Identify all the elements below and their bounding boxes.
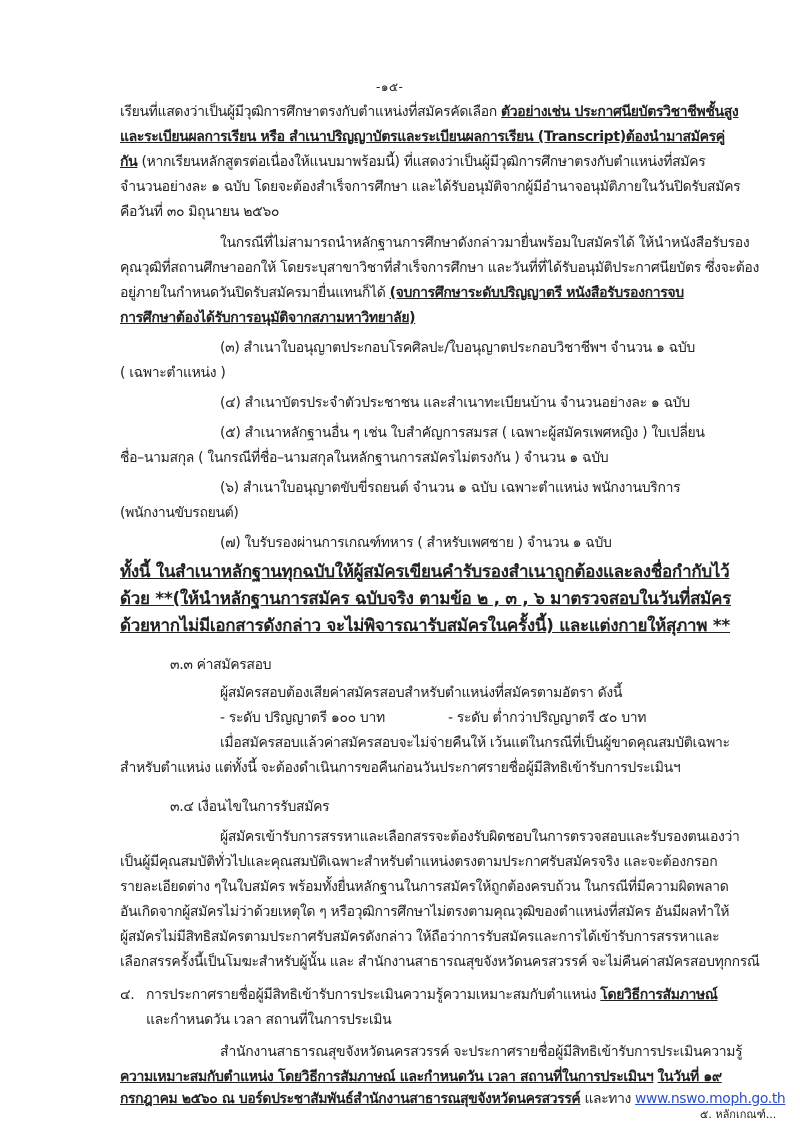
paragraph-line: เรียนที่แสดงว่าเป็นผู้มีวุฒิการศึกษาตรงกับตำแหน่งที่สมัครคัดเลือก ตัวอย่างเช่น ประกาศนียบัตรวิชาชีพชั้นสูง <box>120 104 739 120</box>
paragraph-line: จำนวนอย่างละ ๑ ฉบับ โดยจะต้องสำเร็จการศึกษา และได้รับอนุมัติจากผู้มีอำนาจอนุมัติภายในวันปิดรับสมัคร <box>120 179 741 195</box>
list-item: (๓) สำเนาใบอนุญาตประกอบโรคศิลปะ/ใบอนุญาตประกอบวิชาชีพฯ จำนวน ๑ ฉบับ <box>220 340 695 356</box>
list-item: (๔) สำเนาบัตรประจำตัวประชาชน และสำเนาทะเบียนบ้าน จำนวนอย่างละ ๑ ฉบับ <box>220 395 690 411</box>
paragraph-line: อันเกิดจากผู้สมัครไม่ว่าด้วยเหตุใด ๆ หรือวุฒิการศึกษาไม่ตรงตามคุณวุฒิของตำแหน่งที่สมัคร อันมีผลทำให้ <box>120 904 730 920</box>
bold-notice-line: ด้วยหากไม่มีเอกสารดังกล่าว จะไม่พิจารณารับสมัครในครั้งนี้) และแต่งกายให้สุภาพ ** <box>120 616 730 636</box>
paragraph-line: สำหรับตำแหน่ง แต่ทั้งนี้ จะต้องดำเนินการขอคืนก่อนวันประกาศรายชื่อผู้มีสิทธิเข้ารับการประเมินฯ <box>120 760 681 776</box>
paragraph-line: ความเหมาะสมกับตำแหน่ง โดยวิธีการสัมภาษณ์ และกำหนดวัน เวลา สถานที่ในการประเมินฯ ในวันที่ ๑๙ <box>120 1069 722 1085</box>
paragraph-line: เลือกสรรครั้งนี้เป็นโมฆะสำหรับผู้นั้น และ สำนักงานสาธารณสุขจังหวัดนครสวรรค์ จะไม่คืนค่าสมัครสอบทุกกรณี <box>120 954 760 970</box>
paragraph-line: เมื่อสมัครสอบแล้วค่าสมัครสอบจะไม่จ่ายคืนให้ เว้นแต่ในกรณีที่เป็นผู้ขาดคุณสมบัติเฉพาะ <box>220 735 730 751</box>
paragraph-line: สำนักงานสาธารณสุขจังหวัดนครสวรรค์ จะประกาศรายชื่อผู้มีสิทธิเข้ารับการประเมินความรู้ <box>220 1044 743 1060</box>
fee-bachelor: - ระดับ ปริญญาตรี ๑๐๐ บาท <box>220 710 385 726</box>
paragraph-line: คุณวุฒิที่สถานศึกษาออกให้ โดยระบุสาขาวิชาที่สำเร็จการศึกษา และวันที่ที่ได้รับอนุมัติประกาศนียบัตร ซึ่งจะต้อง <box>120 260 759 276</box>
section-heading: และกำหนดวัน เวลา สถานที่ในการประเมิน <box>146 1012 392 1028</box>
website-link[interactable]: www.nswo.moph.go.th <box>635 1091 786 1107</box>
bold-notice-line: ทั้งนี้ ในสำเนาหลักฐานทุกฉบับให้ผู้สมัครเขียนคำรับรองสำเนาถูกต้องและลงชื่อกำกับไว้ <box>120 562 730 582</box>
list-item: (๕) สำเนาหลักฐานอื่น ๆ เช่น ใบสำคัญการสมรส ( เฉพาะผู้สมัครเพศหญิง ) ใบเปลี่ยน <box>220 425 705 441</box>
paragraph-line: คือวันที่ ๓๐ มิถุนายน ๒๕๖๐ <box>120 204 280 220</box>
section-heading: ๓.๔ เงื่อนไขในการรับสมัคร <box>170 799 330 815</box>
section-heading: การประกาศรายชื่อผู้มีสิทธิเข้ารับการประเมินความรู้ความเหมาะสมกับตำแหน่ง โดยวิธีการสัมภาษณ์ <box>146 987 718 1003</box>
page-number: -๑๕- <box>376 80 404 94</box>
list-item: (๖) สำเนาใบอนุญาตขับขี่รถยนต์ จำนวน ๑ ฉบับ เฉพาะตำแหน่ง พนักงานบริการ <box>220 480 681 496</box>
section-number: ๔. <box>120 987 135 1003</box>
paragraph-line: อยู่ภายในกำหนดวันปิดรับสมัครมายื่นแทนก็ได้ (จบการศึกษาระดับปริญญาตรี หนังสือรับรองการจบ <box>120 285 684 301</box>
list-item: ชื่อ–นามสกุล ( ในกรณีที่ชื่อ–นามสกุลในหลักฐานการสมัครไม่ตรงกัน ) จำนวน ๑ ฉบับ <box>120 450 609 466</box>
paragraph-line: และระเบียนผลการเรียน หรือ สำเนาปริญญาบัตรและระเบียนผลการเรียน (Transcript)ต้องนำมาสมัครคู่ <box>120 129 725 145</box>
paragraph-line: ผู้สมัครไม่มีสิทธิสมัครตามประกาศรับสมัครดังกล่าว ให้ถือว่าการรับสมัครและการได้เข้ารับการสรรหาและ <box>120 929 720 945</box>
list-item: (๗) ใบรับรองผ่านการเกณฑ์ทหาร ( สำหรับเพศชาย ) จำนวน ๑ ฉบับ <box>220 535 612 551</box>
footer-continuation: ๕. หลักเกณฑ์... <box>700 1108 777 1121</box>
paragraph-line: การศึกษาต้องได้รับการอนุมัติจากสภามหาวิทยาลัย) <box>120 310 416 326</box>
fee-below-bachelor: - ระดับ ต่ำกว่าปริญญาตรี ๕๐ บาท <box>448 710 647 726</box>
paragraph-line: ผู้สมัครสอบต้องเสียค่าสมัครสอบสำหรับตำแหน่งที่สมัครตามอัตรา ดังนี้ <box>220 685 623 701</box>
paragraph-line: กัน (หากเรียนหลักสูตรต่อเนื่องให้แนบมาพร้อมนี้) ที่แสดงว่าเป็นผู้มีวุฒิการศึกษาตรงกับตำแหน่งที่สมัคร <box>120 154 706 170</box>
list-item: ( เฉพาะตำแหน่ง ) <box>120 365 226 381</box>
paragraph-line: รายละเอียดต่าง ๆในใบสมัคร พร้อมทั้งยื่นหลักฐานในการสมัครให้ถูกต้องครบถ้วน ในกรณีที่มีความผิดพลาด <box>120 879 729 895</box>
paragraph-line: เป็นผู้มีคุณสมบัติทั่วไปและคุณสมบัติเฉพาะสำหรับตำแหน่งตรงตามประกาศรับสมัครจริง และจะต้องกรอก <box>120 854 718 870</box>
paragraph-line: กรกฎาคม ๒๕๖๐ ณ บอร์ดประชาสัมพันธ์สำนักงานสาธารณสุขจังหวัดนครสวรรค์ และทาง www.nswo.moph.go.th <box>120 1091 786 1107</box>
paragraph-line: ในกรณีที่ไม่สามารถนำหลักฐานการศึกษาดังกล่าวมายื่นพร้อมใบสมัครได้ ให้นำหนังสือรับรอง <box>220 235 750 251</box>
list-item: (พนักงานขับรถยนต์) <box>120 505 239 521</box>
bold-notice-line: ด้วย **(ให้นำหลักฐานการสมัคร ฉบับจริง ตามข้อ ๒ , ๓ , ๖ มาตรวจสอบในวันที่สมัคร <box>120 589 731 609</box>
section-heading: ๓.๓ ค่าสมัครสอบ <box>170 657 272 673</box>
paragraph-line: ผู้สมัครเข้ารับการสรรหาและเลือกสรรจะต้องรับผิดชอบในการตรวจสอบและรับรองตนเองว่า <box>220 829 740 845</box>
